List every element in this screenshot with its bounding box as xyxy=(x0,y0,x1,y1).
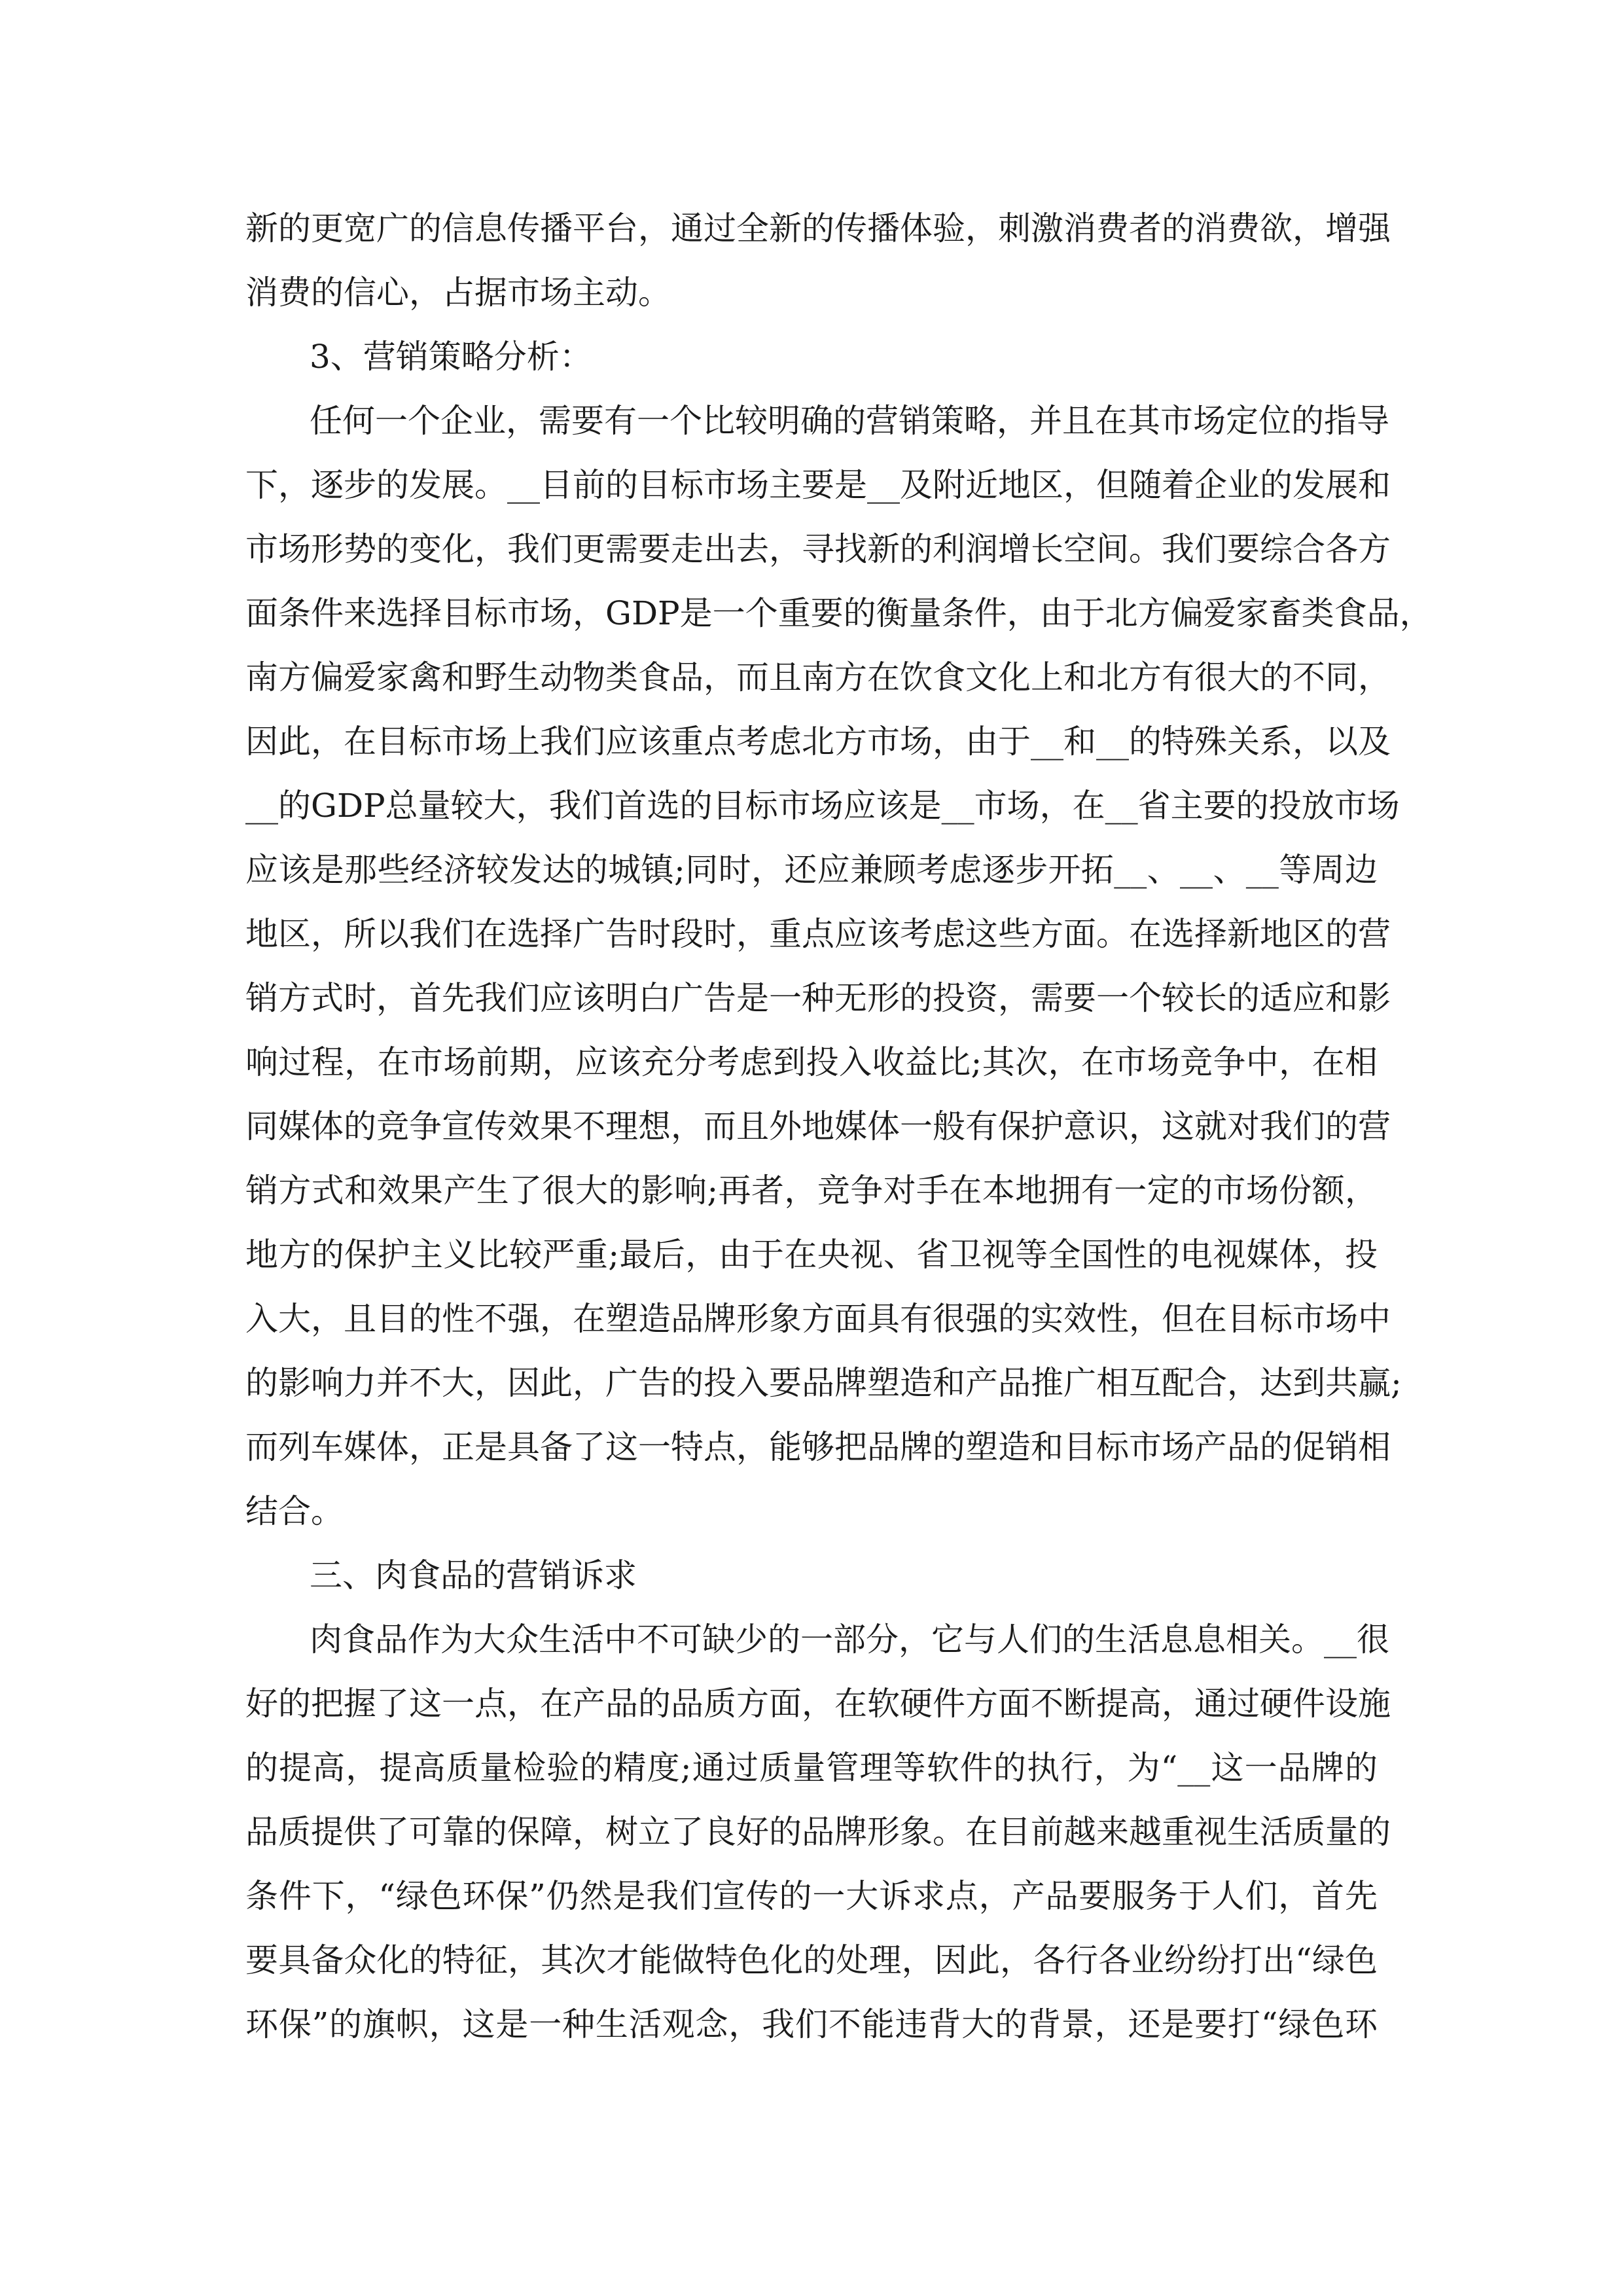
text-line: 入大，且目的性不强，在塑造品牌形象方面具有很强的实效性，但在目标市场中 xyxy=(245,1300,1391,1338)
section-heading: 三、肉食品的营销诉求 xyxy=(310,1556,637,1594)
text-line: 市场形势的变化，我们更需要走出去，寻找新的利润增长空间。我们要综合各方 xyxy=(245,530,1391,568)
text-line: 地区，所以我们在选择广告时段时，重点应该考虑这些方面。在选择新地区的营 xyxy=(245,915,1391,953)
text-line: 同媒体的竞争宣传效果不理想，而且外地媒体一般有保护意识，这就对我们的营 xyxy=(245,1107,1391,1145)
text-line: 品质提供了可靠的保障，树立了良好的品牌形象。在目前越来越重视生活质量的 xyxy=(245,1813,1391,1851)
text-line: __的GDP总量较大，我们首选的目标市场应该是__市场，在__省主要的投放市场 xyxy=(245,787,1400,825)
text-line: 的影响力并不大，因此，广告的投入要品牌塑造和产品推广相互配合，达到共赢; xyxy=(245,1364,1402,1402)
text-line: 销方式时，首先我们应该明白广告是一种无形的投资，需要一个较长的适应和影 xyxy=(245,979,1391,1017)
text-line: 结合。 xyxy=(245,1492,344,1530)
text-line: 肉食品作为大众生活中不可缺少的一部分，它与人们的生活息息相关。__很 xyxy=(310,1621,1389,1659)
text-line: 因此，在目标市场上我们应该重点考虑北方市场，由于__和__的特殊关系，以及 xyxy=(245,723,1391,761)
text-line: 环保”的旗帜，这是一种生活观念，我们不能违背大的背景，还是要打“绿色环 xyxy=(245,2005,1378,2043)
text-line: 消费的信心，占据市场主动。 xyxy=(245,274,671,312)
text-line: 销方式和效果产生了很大的影响;再者，竞争对手在本地拥有一定的市场份额， xyxy=(245,1172,1378,1210)
text-line: 要具备众化的特征，其次才能做特色化的处理，因此，各行各业纷纷打出“绿色 xyxy=(245,1941,1378,1979)
text-line: 好的把握了这一点，在产品的品质方面，在软硬件方面不断提高，通过硬件设施 xyxy=(245,1685,1391,1723)
text-line: 而列车媒体，正是具备了这一特点，能够把品牌的塑造和目标市场产品的促销相 xyxy=(245,1428,1391,1466)
text-line: 面条件来选择目标市场，GDP是一个重要的衡量条件，由于北方偏爱家畜类食品， xyxy=(245,594,1433,632)
text-line: 条件下，“绿色环保”仍然是我们宣传的一大诉求点，产品要服务于人们，首先 xyxy=(245,1877,1378,1915)
text-line: 的提高，提高质量检验的精度;通过质量管理等软件的执行，为“__这一品牌的 xyxy=(245,1749,1378,1787)
text-line: 响过程，在市场前期，应该充分考虑到投入收益比;其次，在市场竞争中，在相 xyxy=(245,1043,1378,1081)
text-line: 任何一个企业，需要有一个比较明确的营销策略，并且在其市场定位的指导 xyxy=(310,402,1389,440)
text-line: 下，逐步的发展。__目前的目标市场主要是__及附近地区，但随着企业的发展和 xyxy=(245,466,1391,504)
text-line: 南方偏爱家禽和野生动物类食品，而且南方在饮食文化上和北方有很大的不同， xyxy=(245,658,1391,696)
text-line: 应该是那些经济较发达的城镇;同时，还应兼顾考虑逐步开拓__、__、__等周边 xyxy=(245,851,1378,889)
text-line: 地方的保护主义比较严重;最后，由于在央视、省卫视等全国性的电视媒体，投 xyxy=(245,1236,1378,1274)
section-heading: 3、营销策略分析： xyxy=(310,338,592,376)
text-line: 新的更宽广的信息传播平台，通过全新的传播体验，刺激消费者的消费欲，增强 xyxy=(245,209,1391,247)
